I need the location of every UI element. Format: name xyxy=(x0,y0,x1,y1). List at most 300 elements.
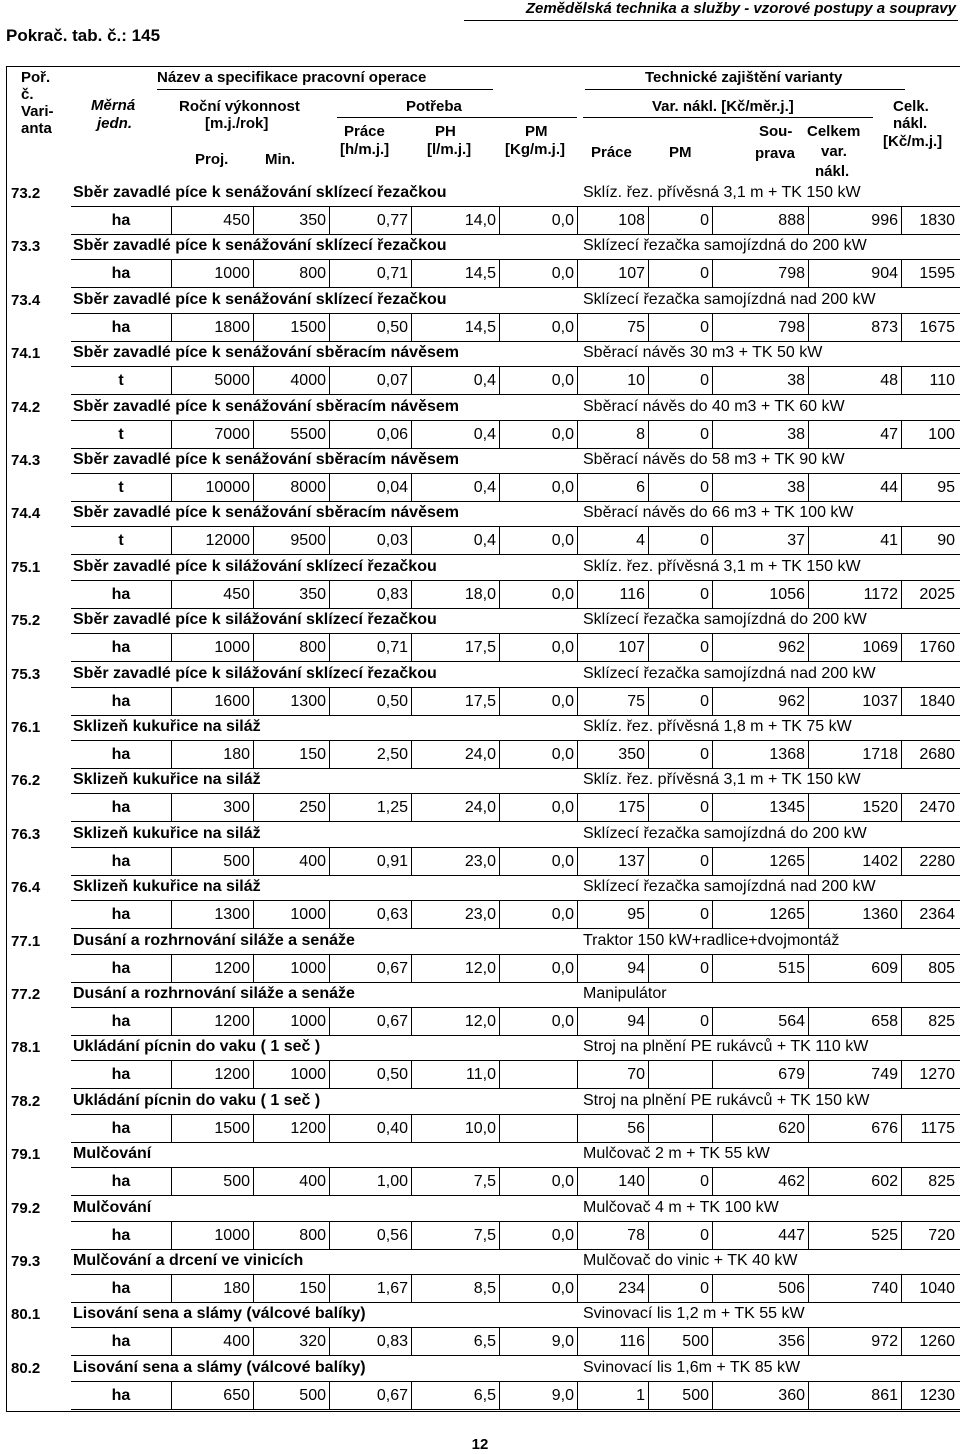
page-header xyxy=(0,0,960,60)
cell-celkem-var: 41 xyxy=(809,527,902,554)
cell-vn-prace: 116 xyxy=(578,1328,649,1355)
cell-vn-pm: 0 xyxy=(649,688,713,715)
cell-pm: 0,0 xyxy=(500,901,578,928)
cell-vn-prace: 137 xyxy=(578,848,649,875)
cell-vn-prace: 6 xyxy=(578,474,649,501)
cell-min: 400 xyxy=(254,1168,330,1195)
cell-celkem-var: 47 xyxy=(809,421,902,448)
cell-celkem-var: 602 xyxy=(809,1168,902,1195)
cell-celk: 825 xyxy=(928,1173,955,1191)
table-row xyxy=(7,1141,960,1195)
operation-name: Mulčování a drcení ve vinicích xyxy=(73,1252,304,1269)
variant-number: 74.3 xyxy=(11,452,41,469)
machinery-set: Sklízecí řezačka samojízdná nad 200 kW xyxy=(583,290,876,308)
cell-souprava: 38 xyxy=(713,474,809,501)
cell-min: 1000 xyxy=(254,901,330,928)
table-continuation-label: Pokrač. tab. č.: 145 xyxy=(6,26,161,45)
cell-celk: 2680 xyxy=(919,746,955,763)
variant-number: 75.1 xyxy=(11,558,41,576)
cell-celkem-var: 1037 xyxy=(809,688,902,715)
cell-min: 1000 xyxy=(254,1008,330,1035)
machinery-set: Sklízecí řezačka samojízdná do 200 kW xyxy=(583,824,867,842)
cell-souprava: 38 xyxy=(713,367,809,394)
cell-pm: 0,0 xyxy=(500,207,578,234)
operation-name: Sběr zavadlé píce k senážování sklízecí řezačkou xyxy=(73,237,447,255)
cell-celk: 805 xyxy=(928,959,955,977)
cell-proj: 450 xyxy=(171,207,254,234)
cell-min: 150 xyxy=(254,741,330,768)
table-row xyxy=(7,1301,960,1355)
cell-ph: 0,4 xyxy=(412,474,500,501)
table-row-values xyxy=(71,687,960,716)
machinery-set: Sklíz. řez. přívěsná 1,8 m + TK 75 kW xyxy=(583,718,852,735)
operations-table xyxy=(6,66,960,1412)
cell-ph: 12,0 xyxy=(412,955,500,982)
machinery-set: Sklízecí řezačka samojízdná nad 200 kW xyxy=(583,878,876,896)
cell-vn-pm: 0 xyxy=(649,634,713,661)
operation-name: Ukládání pícnin do vaku ( 1 seč ) xyxy=(73,1091,321,1109)
cell-vn-pm: 500 xyxy=(649,1328,713,1355)
cell-prace: 0,91 xyxy=(330,848,412,875)
cell-vn-pm: 0 xyxy=(649,741,713,768)
table-row-values xyxy=(71,1274,960,1303)
cell-vn-pm xyxy=(649,1061,713,1088)
cell-celkem-var: 1402 xyxy=(809,848,902,875)
cell-prace: 0,71 xyxy=(330,634,412,661)
cell-min: 5500 xyxy=(254,421,330,448)
cell-vn-prace: 350 xyxy=(578,741,649,768)
cell-prace: 0,71 xyxy=(330,260,412,287)
machinery-set: Mulčovač 4 m + TK 100 kW xyxy=(583,1198,779,1216)
cell-celk: 100 xyxy=(928,425,955,443)
cell-vn-pm xyxy=(649,1115,713,1142)
variant-number: 76.4 xyxy=(11,879,41,897)
machinery-set: Traktor 150 kW+radlice+dvojmontáž xyxy=(583,931,840,949)
variant-number: 77.1 xyxy=(11,932,41,950)
table-row xyxy=(7,233,960,287)
cell-celk: 1830 xyxy=(919,212,955,229)
cell-vn-prace: 234 xyxy=(578,1275,649,1302)
cell-celkem-var: 873 xyxy=(809,314,902,341)
header-unit-line2: jedn. xyxy=(97,115,133,132)
cell-unit: ha xyxy=(71,848,172,875)
table-row-values xyxy=(71,1381,960,1410)
table-row xyxy=(7,607,960,661)
cell-min: 800 xyxy=(254,1222,330,1249)
table-row xyxy=(7,1248,960,1302)
variant-number: 79.1 xyxy=(11,1146,41,1164)
cell-celk: 1040 xyxy=(919,1280,955,1297)
cell-prace: 0,50 xyxy=(330,688,412,715)
cell-souprava: 1345 xyxy=(713,794,809,821)
variant-number: 73.4 xyxy=(11,291,41,309)
table-row xyxy=(7,821,960,875)
header-souprava-line2: prava xyxy=(755,145,796,162)
cell-proj: 1000 xyxy=(171,260,254,287)
header-annual-output-unit: [m.j./rok] xyxy=(205,115,269,132)
machinery-set: Stroj na plnění PE rukávců + TK 150 kW xyxy=(583,1091,870,1109)
table-row xyxy=(7,661,960,715)
cell-celk: 2364 xyxy=(919,906,955,924)
operation-name: Ukládání pícnin do vaku ( 1 seč ) xyxy=(73,1038,321,1056)
cell-proj: 1600 xyxy=(171,688,254,715)
header-rule-variable-costs xyxy=(583,117,873,118)
table-row xyxy=(7,1355,960,1409)
cell-unit: ha xyxy=(71,688,172,715)
table-row xyxy=(7,287,960,341)
cell-pm: 0,0 xyxy=(500,367,578,394)
cell-souprava: 515 xyxy=(713,955,809,982)
table-row-values xyxy=(71,1007,960,1036)
cell-ph: 17,5 xyxy=(412,688,500,715)
operation-name: Lisování sena a slámy (válcové balíky) xyxy=(73,1305,366,1323)
cell-vn-pm: 500 xyxy=(649,1382,713,1409)
cell-souprava: 356 xyxy=(713,1328,809,1355)
cell-souprava: 360 xyxy=(713,1382,809,1409)
cell-proj: 1800 xyxy=(171,314,254,341)
cell-unit: ha xyxy=(71,207,172,234)
machinery-set: Mulčovač do vinic + TK 40 kW xyxy=(583,1252,798,1269)
cell-vn-prace: 70 xyxy=(578,1061,649,1088)
variant-number: 73.3 xyxy=(11,238,41,256)
cell-pm: 0,0 xyxy=(500,474,578,501)
cell-proj: 5000 xyxy=(171,367,254,394)
cell-unit: ha xyxy=(71,634,172,661)
cell-celk: 1595 xyxy=(919,265,955,283)
header-total-costs-line2: nákl. xyxy=(893,115,928,132)
cell-ph: 24,0 xyxy=(412,741,500,768)
cell-souprava: 962 xyxy=(713,634,809,661)
header-potreba: Potřeba xyxy=(406,98,462,115)
table-row-values xyxy=(71,206,960,235)
header-min: Min. xyxy=(265,151,295,168)
machinery-set: Svinovací lis 1,6m + TK 85 kW xyxy=(583,1358,801,1376)
cell-pm: 0,0 xyxy=(500,421,578,448)
header-prace-line1: Práce xyxy=(344,123,385,140)
machinery-set: Sklíz. řez. přívěsná 3,1 m + TK 150 kW xyxy=(583,771,861,789)
cell-proj: 1300 xyxy=(171,901,254,928)
cell-vn-prace: 107 xyxy=(578,634,649,661)
header-ph-line1: PH xyxy=(435,123,456,140)
cell-min: 500 xyxy=(254,1382,330,1409)
cell-celkem-var: 525 xyxy=(809,1222,902,1249)
cell-proj: 500 xyxy=(171,1168,254,1195)
cell-min: 1500 xyxy=(254,314,330,341)
cell-souprava: 1056 xyxy=(713,581,809,608)
cell-souprava: 462 xyxy=(713,1168,809,1195)
cell-vn-pm: 0 xyxy=(649,1008,713,1035)
cell-vn-pm: 0 xyxy=(649,848,713,875)
cell-pm: 0,0 xyxy=(500,848,578,875)
cell-vn-pm: 0 xyxy=(649,260,713,287)
header-total-var-line3: nákl. xyxy=(815,163,850,180)
table-row-values xyxy=(71,740,960,769)
table-row xyxy=(7,767,960,821)
cell-celk: 1675 xyxy=(919,318,955,336)
operation-name: Sběr zavadlé píce k senážování sklízecí řezačkou xyxy=(73,290,447,308)
cell-pm: 0,0 xyxy=(500,260,578,287)
cell-proj: 1000 xyxy=(171,1222,254,1249)
header-variant-line3: Vari- xyxy=(21,103,54,120)
cell-unit: t xyxy=(71,367,172,394)
table-row xyxy=(7,1088,960,1142)
cell-prace: 0,07 xyxy=(330,367,412,394)
table-row xyxy=(7,500,960,554)
cell-ph: 14,5 xyxy=(412,314,500,341)
cell-unit: ha xyxy=(71,1382,172,1409)
header-vn-prace: Práce xyxy=(591,144,632,161)
cell-unit: ha xyxy=(71,901,172,928)
variant-number: 77.2 xyxy=(11,986,41,1003)
cell-vn-pm: 0 xyxy=(649,901,713,928)
cell-ph: 11,0 xyxy=(412,1061,500,1088)
machinery-set: Sklíz. řez. přívěsná 3,1 m + TK 150 kW xyxy=(583,184,861,201)
cell-celk: 95 xyxy=(937,479,955,496)
header-variable-costs: Var. nákl. [Kč/měr.j.] xyxy=(652,98,794,115)
header-total-var-line2: var. xyxy=(821,143,847,160)
header-pm-line1: PM xyxy=(525,123,548,140)
operation-name: Sběr zavadlé píce k senážování sklízecí řezačkou xyxy=(73,184,447,201)
table-row-values xyxy=(71,1114,960,1143)
operation-name: Sklizeň kukuřice na siláž xyxy=(73,824,261,842)
cell-min: 800 xyxy=(254,260,330,287)
cell-souprava: 679 xyxy=(713,1061,809,1088)
cell-souprava: 962 xyxy=(713,688,809,715)
cell-ph: 7,5 xyxy=(412,1222,500,1249)
header-rule xyxy=(464,20,958,21)
cell-vn-pm: 0 xyxy=(649,1222,713,1249)
cell-vn-prace: 1 xyxy=(578,1382,649,1409)
cell-pm: 0,0 xyxy=(500,581,578,608)
table-row-values xyxy=(71,526,960,555)
cell-prace: 1,00 xyxy=(330,1168,412,1195)
cell-ph: 12,0 xyxy=(412,1008,500,1035)
cell-celk: 1840 xyxy=(919,692,955,710)
table-row-values xyxy=(71,900,960,929)
cell-proj: 12000 xyxy=(171,527,254,554)
variant-number: 80.2 xyxy=(11,1359,41,1377)
table-row xyxy=(7,928,960,982)
header-rule-potreba xyxy=(337,117,577,118)
operation-name: Sběr zavadlé píce k senážování sběracím návěsem xyxy=(73,504,459,522)
cell-min: 4000 xyxy=(254,367,330,394)
cell-pm: 0,0 xyxy=(500,1222,578,1249)
cell-unit: ha xyxy=(71,1115,172,1142)
cell-vn-pm: 0 xyxy=(649,367,713,394)
cell-pm xyxy=(500,1061,578,1088)
variant-number: 78.2 xyxy=(11,1092,41,1110)
cell-vn-prace: 75 xyxy=(578,688,649,715)
cell-pm: 0,0 xyxy=(500,527,578,554)
cell-souprava: 506 xyxy=(713,1275,809,1302)
cell-vn-pm: 0 xyxy=(649,421,713,448)
cell-vn-pm: 0 xyxy=(649,581,713,608)
cell-prace: 0,04 xyxy=(330,474,412,501)
cell-celkem-var: 740 xyxy=(809,1275,902,1302)
machinery-set: Svinovací lis 1,2 m + TK 55 kW xyxy=(583,1305,805,1323)
operation-name: Sběr zavadlé píce k senážování sběracím návěsem xyxy=(73,344,459,362)
cell-souprava: 38 xyxy=(713,421,809,448)
cell-min: 400 xyxy=(254,848,330,875)
table-row-values xyxy=(71,1221,960,1250)
table-row-values xyxy=(71,259,960,288)
cell-min: 1200 xyxy=(254,1115,330,1142)
cell-vn-pm: 0 xyxy=(649,527,713,554)
table-row xyxy=(7,447,960,501)
cell-ph: 0,4 xyxy=(412,527,500,554)
cell-celk: 1260 xyxy=(919,1333,955,1351)
table-row xyxy=(7,394,960,448)
cell-prace: 0,67 xyxy=(330,955,412,982)
operation-name: Sběr zavadlé píce k senážování sběracím návěsem xyxy=(73,397,459,415)
machinery-set: Sběrací návěs do 66 m3 + TK 100 kW xyxy=(583,504,854,522)
cell-unit: ha xyxy=(71,955,172,982)
cell-prace: 0,77 xyxy=(330,207,412,234)
cell-celk: 90 xyxy=(937,532,955,550)
cell-celk: 1760 xyxy=(919,639,955,657)
cell-prace: 0,03 xyxy=(330,527,412,554)
cell-proj: 180 xyxy=(171,741,254,768)
cell-pm xyxy=(500,1115,578,1142)
cell-vn-prace: 56 xyxy=(578,1115,649,1142)
cell-vn-prace: 175 xyxy=(578,794,649,821)
cell-unit: ha xyxy=(71,1328,172,1355)
variant-number: 74.2 xyxy=(11,398,41,416)
header-total-costs-line3: [Kč/m.j.] xyxy=(883,133,943,150)
cell-ph: 10,0 xyxy=(412,1115,500,1142)
cell-proj: 1200 xyxy=(171,1008,254,1035)
table-row-values xyxy=(71,633,960,662)
table-row-values xyxy=(71,847,960,876)
table-row xyxy=(7,981,960,1035)
cell-unit: ha xyxy=(71,260,172,287)
operation-name: Sběr zavadlé píce k silážování sklízecí řezačkou xyxy=(73,664,437,682)
header-operation-group: Název a specifikace pracovní operace xyxy=(157,69,427,86)
cell-pm: 0,0 xyxy=(500,1008,578,1035)
cell-prace: 0,56 xyxy=(330,1222,412,1249)
header-proj: Proj. xyxy=(195,151,229,168)
cell-celk: 1175 xyxy=(920,1119,955,1137)
table-row xyxy=(7,714,960,768)
cell-proj: 400 xyxy=(171,1328,254,1355)
cell-souprava: 564 xyxy=(713,1008,809,1035)
cell-proj: 7000 xyxy=(171,421,254,448)
cell-vn-pm: 0 xyxy=(649,1168,713,1195)
cell-celk: 2470 xyxy=(919,799,955,817)
header-ph-line2: [l/m.j.] xyxy=(427,141,472,158)
table-row-values xyxy=(71,580,960,609)
cell-souprava: 620 xyxy=(713,1115,809,1142)
cell-proj: 180 xyxy=(171,1275,254,1302)
cell-unit: ha xyxy=(71,1061,172,1088)
machinery-set: Sklízecí řezačka samojízdná do 200 kW xyxy=(583,611,867,629)
machinery-set: Sklíz. řez. přívěsná 3,1 m + TK 150 kW xyxy=(583,557,861,575)
cell-vn-prace: 78 xyxy=(578,1222,649,1249)
cell-vn-prace: 8 xyxy=(578,421,649,448)
cell-pm: 0,0 xyxy=(500,741,578,768)
cell-unit: ha xyxy=(71,314,172,341)
cell-unit: t xyxy=(71,474,172,501)
header-technical-group: Technické zajištění varianty xyxy=(645,69,843,86)
header-prace-line2: [h/m.j.] xyxy=(340,141,390,158)
table-row xyxy=(7,874,960,928)
machinery-set: Manipulátor xyxy=(583,985,667,1002)
cell-prace: 1,67 xyxy=(330,1275,412,1302)
table-row-values xyxy=(71,1167,960,1196)
cell-prace: 0,83 xyxy=(330,581,412,608)
cell-ph: 6,5 xyxy=(412,1382,500,1409)
cell-ph: 17,5 xyxy=(412,634,500,661)
cell-celkem-var: 676 xyxy=(809,1115,902,1142)
header-souprava-line1: Sou- xyxy=(759,123,793,140)
table-row-values xyxy=(71,954,960,983)
cell-celkem-var: 44 xyxy=(809,474,902,501)
cell-celk: 1270 xyxy=(919,1066,955,1084)
cell-proj: 300 xyxy=(171,794,254,821)
header-variant-line4: anta xyxy=(21,120,52,137)
cell-pm: 0,0 xyxy=(500,955,578,982)
header-pm-line2: [Kg/m.j.] xyxy=(505,141,565,158)
variant-number: 76.2 xyxy=(11,772,41,790)
cell-souprava: 447 xyxy=(713,1222,809,1249)
operation-name: Dusání a rozhrnování siláže a senáže xyxy=(73,931,355,949)
table-row-values xyxy=(71,793,960,822)
variant-number: 75.3 xyxy=(11,665,41,683)
header-rule-operation xyxy=(157,89,493,90)
cell-vn-prace: 4 xyxy=(578,527,649,554)
cell-pm: 0,0 xyxy=(500,314,578,341)
cell-celkem-var: 1069 xyxy=(809,634,902,661)
cell-unit: ha xyxy=(71,1168,172,1195)
machinery-set: Mulčovač 2 m + TK 55 kW xyxy=(583,1145,770,1163)
operation-name: Lisování sena a slámy (válcové balíky) xyxy=(73,1358,366,1376)
cell-ph: 7,5 xyxy=(412,1168,500,1195)
cell-celk: 1230 xyxy=(919,1386,955,1404)
cell-prace: 0,67 xyxy=(330,1382,412,1409)
cell-min: 1000 xyxy=(254,1061,330,1088)
cell-min: 320 xyxy=(254,1328,330,1355)
cell-souprava: 1265 xyxy=(713,901,809,928)
cell-min: 350 xyxy=(254,207,330,234)
cell-vn-pm: 0 xyxy=(649,794,713,821)
cell-vn-prace: 10 xyxy=(578,367,649,394)
cell-vn-prace: 94 xyxy=(578,955,649,982)
cell-celkem-var: 1172 xyxy=(809,581,902,608)
cell-ph: 23,0 xyxy=(412,848,500,875)
variant-number: 76.3 xyxy=(11,825,41,843)
cell-vn-pm: 0 xyxy=(649,474,713,501)
cell-vn-prace: 94 xyxy=(578,1008,649,1035)
cell-celkem-var: 658 xyxy=(809,1008,902,1035)
cell-celkem-var: 749 xyxy=(809,1061,902,1088)
header-variant-line2: č. xyxy=(21,86,34,103)
machinery-set: Sběrací návěs do 40 m3 + TK 60 kW xyxy=(583,397,845,415)
cell-proj: 450 xyxy=(171,581,254,608)
header-total-costs-line1: Celk. xyxy=(893,98,929,115)
cell-souprava: 1368 xyxy=(713,741,809,768)
cell-prace: 0,50 xyxy=(330,1061,412,1088)
cell-ph: 24,0 xyxy=(412,794,500,821)
cell-unit: ha xyxy=(71,581,172,608)
cell-pm: 9,0 xyxy=(500,1328,578,1355)
cell-vn-pm: 0 xyxy=(649,1275,713,1302)
variant-number: 78.1 xyxy=(11,1039,41,1057)
cell-prace: 0,06 xyxy=(330,421,412,448)
machinery-set: Sklízecí řezačka samojízdná do 200 kW xyxy=(583,237,867,255)
cell-celkem-var: 609 xyxy=(809,955,902,982)
table-row-values xyxy=(71,313,960,342)
cell-celk: 2280 xyxy=(919,852,955,870)
